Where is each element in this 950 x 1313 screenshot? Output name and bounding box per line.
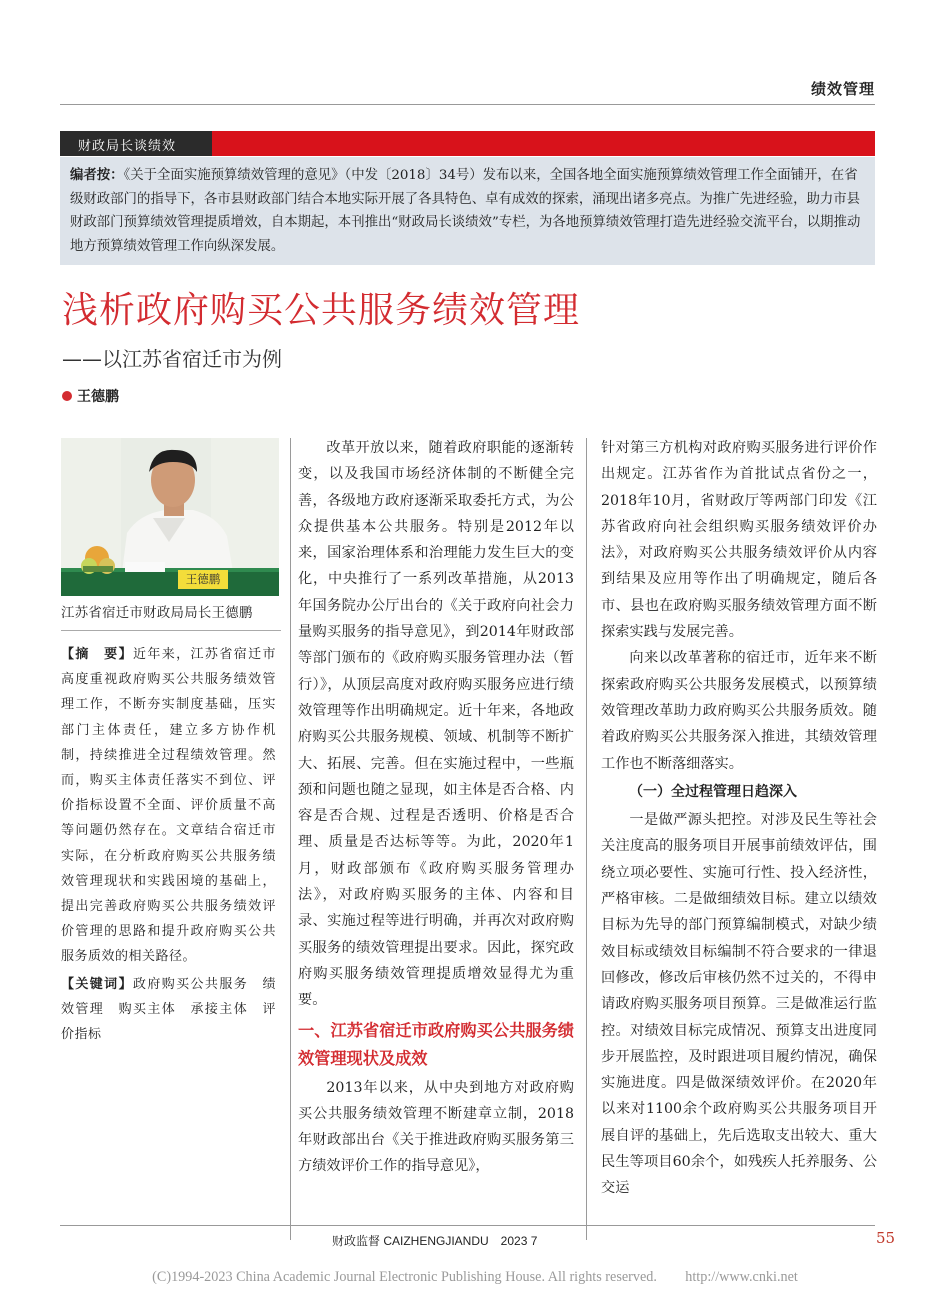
- column-label: 财政局长谈绩效: [78, 138, 177, 153]
- column-bar: [60, 131, 875, 156]
- body-paragraph: 针对第三方机构对政府购买服务进行评价作出规定。江苏省作为首批试点省份之一，2018年10月，省财政厅等两部门印发《江苏省政府向社会组织购买服务绩效评价办法》，对政府购买公共服务绩效评价从内容到结果及应用等作出了明确规定，随后各市、县也在政府购买服务绩效管理方面不断探索实践与发展完善。: [601, 440, 877, 641]
- author-line: [62, 386, 119, 406]
- editor-note: [70, 164, 868, 258]
- abstract-paragraph: [61, 642, 276, 970]
- editor-note-label: 编者按：: [70, 168, 124, 183]
- body-column-middle: [298, 435, 574, 1180]
- author-dot-icon: [62, 391, 72, 401]
- header-divider: [60, 104, 875, 105]
- editor-note-box: [60, 157, 875, 265]
- abstract-text: 近年来，江苏省宿迁市高度重视政府购买公共服务绩效管理工作，不断夯实制度基础，压实部门主体责任，建立多方协作机制，持续推进全过程绩效管理。然而，购买主体责任落实不到位、评价指标设置不全面、评价质量不高等问题仍然存在。文章结合宿迁市实际，在分析政府购买公共服务绩效管理现状和实践困境的基础上，提出完善政府购买公共服务绩效评价管理的思路和提升政府购买公共服务质效的相关路径。: [61, 647, 276, 965]
- keywords-paragraph: [61, 972, 276, 1048]
- column-rule-left: [290, 438, 291, 1240]
- body-paragraph: 2013年以来，从中央到地方对政府购买公共服务绩效管理不断建章立制，2018年财政部出台《关于推进政府购买服务第三方绩效评价工作的指导意见》，: [298, 1079, 574, 1175]
- abstract-label: 【摘 要】: [61, 647, 133, 662]
- column-rule-right: [586, 438, 587, 1240]
- body-column-right: [601, 435, 877, 1202]
- copyright-line: (C)1994-2023 China Academic Journal Electronic Publishing House. All rights reserved. http://www.cnki.net: [152, 1269, 798, 1285]
- photo-caption: 江苏省宿迁市财政局局长王德鹏: [61, 606, 253, 621]
- body-paragraph: 向来以改革著称的宿迁市，近年来不断探索政府购买公共服务发展模式，以预算绩效管理改革助力政府购买公共服务质效。随着政府购买公共服务深入推进，其绩效管理工作也不断落细落实。: [601, 650, 877, 772]
- nameplate: 王德鹏: [178, 570, 228, 589]
- page-number: 55: [876, 1229, 896, 1247]
- keywords-text: 政府购买公共服务 绩效管理 购买主体 承接主体 评价指标: [61, 976, 276, 1043]
- footer-divider: [60, 1225, 875, 1226]
- portrait-illustration: [61, 438, 279, 596]
- journal-footer: 财政监督 CAIZHENGJIANDU 2023 7: [332, 1234, 538, 1248]
- body-paragraph: 改革开放以来，随着政府职能的逐渐转变，以及我国市场经济体制的不断健全完善，各级地方政府逐渐采取委托方式，为公众提供基本公共服务。特别是2012年以来，国家治理体系和治理能力发生巨大的变化，中央推行了一系列改革措施，从2013年国务院办公厅出台的《关于政府向社会力量购买服务的指导意见》，到2014年财政部等部门颁布的《政府购买服务管理办法（暂行）》，从顶层高度对政府购买服务应进行绩效管理等作出明确规定。近十年来，各地政府购买公共服务规模、领域、机制等不断扩大、拓展、完善。但在实施过程中，一些瓶颈和问题也随之显现，如主体是否合格、内容是否合规、过程是否透明、价格是否合理、质量是否达标等等。为此，2020年1月，财政部颁布《政府购买服务管理办法》，对政府购买服务的主体、内容和目录、实施过程等进行明确，并再次对政府购买服务的绩效管理提出要求。因此，探究政府购买服务绩效管理提质增效显得尤为重要。: [298, 440, 574, 1009]
- keywords-label: 【关键词】: [61, 976, 133, 992]
- article-title: 浅析政府购买公共服务绩效管理: [62, 290, 581, 331]
- section-label: 绩效管理: [810, 81, 875, 98]
- editor-note-text: 《关于全面实施预算绩效管理的意见》（中发〔2018〕34号）发布以来，全国各地全面实施预算绩效管理工作全面铺开，在省级财政部门的指导下，各市县财政部门结合本地实际开展了各具特色、卓有成效的探索，涌现出诸多亮点。为推广先进经验，助力市县财政部门预算绩效管理提质增效，自本期起，本刊推出“财政局长谈绩效”专栏，为各地预算绩效管理打造先进经验交流平台，以期推动地方预算绩效管理工作向纵深发展。: [70, 168, 861, 254]
- subsection-heading-1: （一）全过程管理日趋深入: [629, 783, 797, 800]
- author-name: 王德鹏: [77, 389, 119, 405]
- abstract-divider: [61, 630, 281, 631]
- abstract-block: [61, 642, 276, 1047]
- body-paragraph: 一是做严源头把控。对涉及民生等社会关注度高的服务项目开展事前绩效评估，围绕立项必要性、实施可行性、投入经济性，严格审核。二是做细绩效目标。建立以绩效目标为先导的部门预算编制模式，对缺少绩效目标或绩效目标编制不符合要求的一律退回修改，修改后审核仍然不过关的，不得申请政府购买服务项目预算。三是做准运行监控。对绩效目标完成情况、预算支出进度同步开展监控，及时跟进项目履约情况，确保实施进度。四是做深绩效评价。在2020年以来对1100余个政府购买公共服务项目开展自评的基础上，先后选取支出较大、重大民生等项目60余个，如残疾人托养服务、公交运: [601, 812, 877, 1197]
- author-photo: [61, 438, 279, 596]
- section-heading-1: 一、江苏省宿迁市政府购买公共服务绩效管理现状及成效: [298, 1020, 574, 1068]
- article-subtitle: ——以江苏省宿迁市为例: [62, 347, 282, 371]
